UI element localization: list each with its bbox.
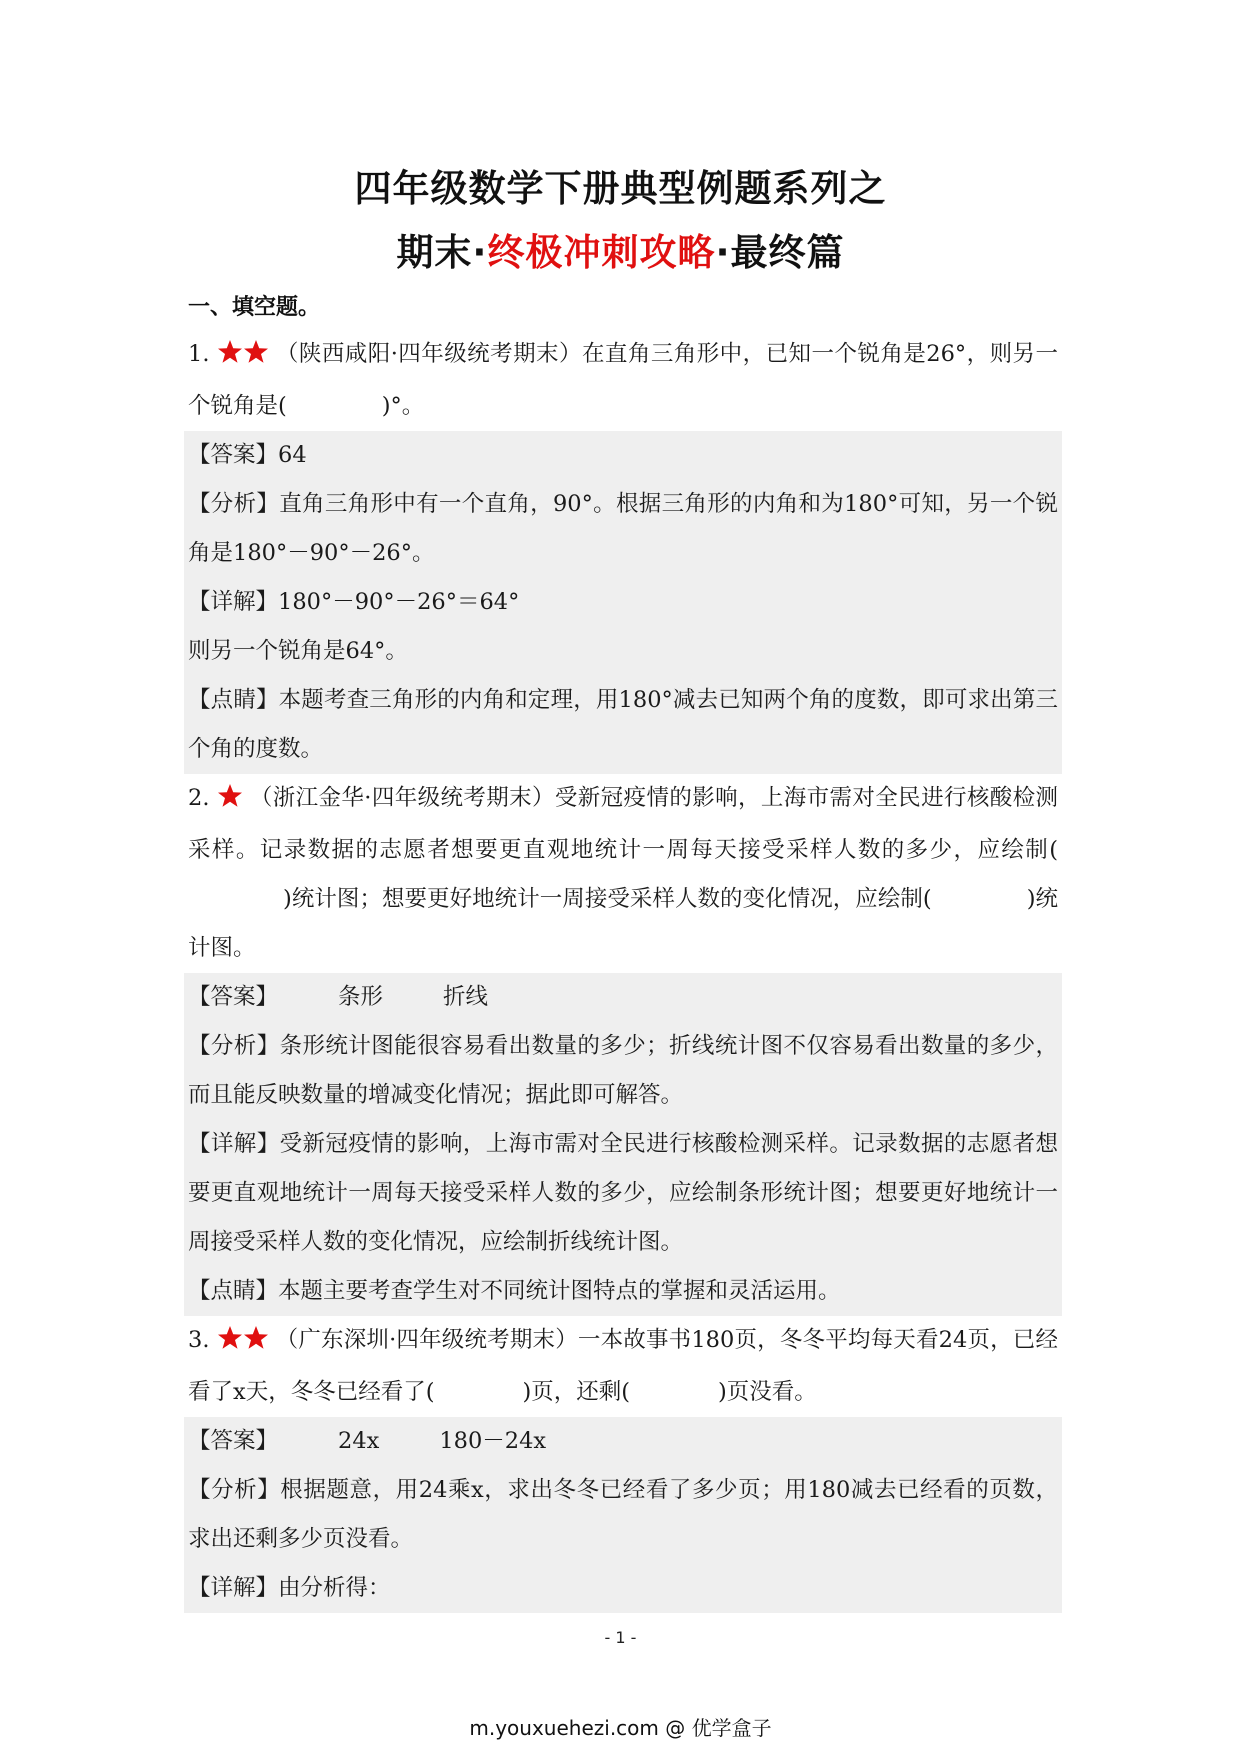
detail-line: 【详解】受新冠疫情的影响，上海市需对全民进行核酸检测采样。记录数据的志愿者想要更直观地统计一周每天接受采样人数的多少，应绘制条形统计图；想要更好地统计一周接受采样人数的变化情况，应绘制折线统计图。 xyxy=(188,1131,1058,1255)
star-icon xyxy=(243,339,269,364)
difficulty-stars xyxy=(217,777,243,826)
answer-block-3 xyxy=(184,1417,1062,1613)
question-number: 2. xyxy=(188,785,210,811)
answer-line xyxy=(188,1417,1058,1466)
question-text-c: )页没看。 xyxy=(718,1379,817,1405)
comment-line: 【点睛】本题主要考查学生对不同统计图特点的掌握和灵活运用。 xyxy=(188,1278,841,1304)
title-part-b: ·最终篇 xyxy=(715,231,845,274)
answer-value-1: 24x xyxy=(338,1428,380,1454)
answer-value-2: 折线 xyxy=(443,984,489,1010)
question-text-a: （广东深圳·四年级统考期末）一本故事书180页，冬冬平均每天看24页，已经看了x天，冬冬已经看了( xyxy=(188,1327,1058,1405)
detail-line: 【详解】由分析得： xyxy=(188,1575,391,1601)
answer-block-1 xyxy=(184,431,1062,774)
site-footer: m.youxuehezi.com @ 优学盒子 xyxy=(469,1716,772,1740)
difficulty-stars xyxy=(217,333,269,382)
title-part-a: 期末· xyxy=(396,231,488,274)
comment-line: 【点睛】本题考查三角形的内角和定理，用180°减去已知两个角的度数，即可求出第三个角的度数。 xyxy=(188,687,1058,762)
doc-title-line1: 四年级数学下册典型例题系列之 xyxy=(354,167,887,210)
detail-line-2: 则另一个锐角是64°。 xyxy=(188,638,408,664)
answer-line xyxy=(188,973,1058,1022)
star-icon xyxy=(243,1325,269,1350)
detail-line: 【详解】180°－90°－26°＝64° xyxy=(188,589,520,615)
question-3 xyxy=(188,1316,1058,1417)
question-2 xyxy=(188,774,1058,973)
question-number: 1. xyxy=(188,341,210,367)
answer-block-2 xyxy=(184,973,1062,1316)
question-text-a: （浙江金华·四年级统考期末）受新冠疫情的影响，上海市需对全民进行核酸检测采样。记录数据的志愿者想要更直观地统计一周每天接受采样人数的多少，应绘制( xyxy=(188,785,1058,863)
star-icon xyxy=(217,339,243,364)
answer-line: 【答案】64 xyxy=(188,442,307,468)
question-1 xyxy=(188,330,1058,431)
answer-value-2: 180－24x xyxy=(439,1428,547,1454)
doc-title-line2 xyxy=(0,222,1241,276)
answer-value-1: 条形 xyxy=(338,984,384,1010)
difficulty-stars xyxy=(217,1319,269,1368)
analysis-line: 【分析】直角三角形中有一个直角，90°。根据三角形的内角和为180°可知，另一个锐角是180°－90°－26°。 xyxy=(188,491,1058,566)
title-part-red: 终极冲刺攻略 xyxy=(487,231,716,274)
star-icon xyxy=(217,783,243,808)
question-text-c: )统计图。 xyxy=(188,886,1059,961)
question-text-b: )页，还剩( xyxy=(522,1379,631,1405)
questions-content xyxy=(188,330,1058,1613)
star-icon xyxy=(217,1325,243,1350)
question-number: 3. xyxy=(188,1327,210,1353)
question-text-b: )°。 xyxy=(381,393,425,419)
page-number: - 1 - xyxy=(604,1628,637,1647)
answer-label: 【答案】 xyxy=(188,1428,279,1454)
analysis-line: 【分析】根据题意，用24乘x，求出冬冬已经看了多少页；用180减去已经看的页数，求出还剩多少页没看。 xyxy=(188,1477,1058,1552)
answer-label: 【答案】 xyxy=(188,984,279,1010)
question-text-a: （陕西咸阳·四年级统考期末）在直角三角形中，已知一个锐角是26°，则另一个锐角是( xyxy=(188,341,1058,419)
question-text-b: )统计图；想要更好地统计一周接受采样人数的变化情况，应绘制( xyxy=(283,886,932,912)
section-heading: 一、填空题。 xyxy=(188,295,321,320)
analysis-line: 【分析】条形统计图能很容易看出数量的多少；折线统计图不仅容易看出数量的多少，而且能反映数量的增减变化情况；据此即可解答。 xyxy=(188,1033,1058,1108)
